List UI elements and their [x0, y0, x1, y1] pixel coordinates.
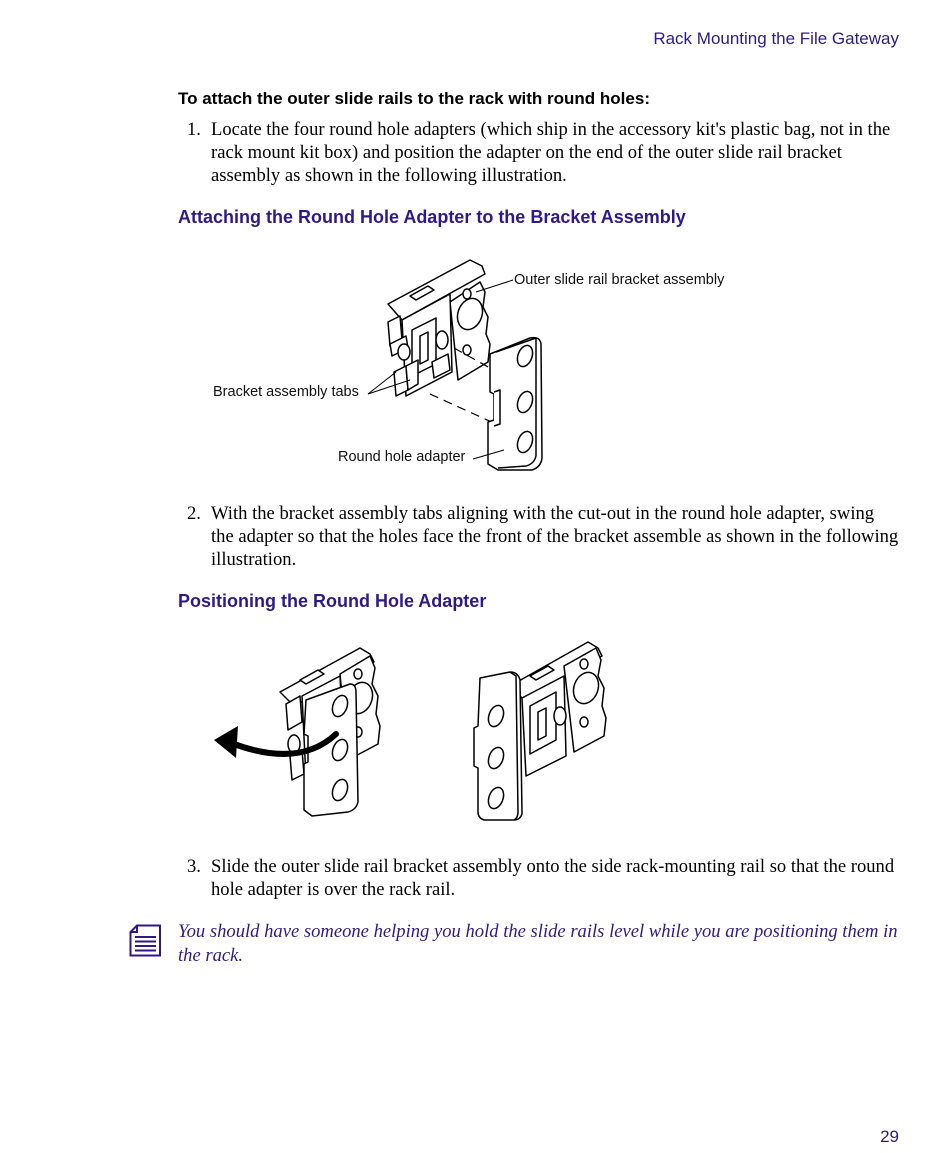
step-number: 1. [187, 119, 201, 140]
figure-2-title: Positioning the Round Hole Adapter [178, 591, 487, 611]
callout-outer-rail: Outer slide rail bracket assembly [514, 272, 725, 288]
callout-bracket-tabs: Bracket assembly tabs [213, 384, 359, 400]
step-number: 2. [187, 503, 201, 524]
step-3 [187, 855, 899, 901]
callout-round-hole-adapter: Round hole adapter [338, 449, 466, 465]
running-header: Rack Mounting the File Gateway [653, 29, 899, 48]
step-2 [187, 502, 899, 571]
note-text: You should have someone helping you hold the slide rails level while you are positioning them in the rack. [178, 921, 898, 966]
note-icon [129, 924, 162, 957]
step-1 [187, 118, 899, 187]
step-text: Locate the four round hole adapters (which ship in the accessory kit's plastic bag, not in the rack mount kit box) and position the adapter on the end of the outer slide rail bracket assembly as shown in the following illustration. [211, 119, 891, 186]
figure-2-positioned-illustration [470, 636, 610, 826]
step-text: With the bracket assembly tabs aligning with the cut-out in the round hole adapter, swing the adapter so that the holes face the front of the bracket assemble as shown in the following illustration. [211, 503, 899, 570]
figure-2-swing-illustration [210, 640, 390, 825]
page-number: 29 [880, 1127, 899, 1146]
step-text: Slide the outer slide rail bracket assembly onto the side rack-mounting rail so that the round hole adapter is over the rack rail. [211, 856, 895, 900]
procedure-title: To attach the outer slide rails to the rack with round holes: [178, 89, 650, 108]
step-number: 3. [187, 856, 201, 877]
figure-1-title: Attaching the Round Hole Adapter to the Bracket Assembly [178, 207, 686, 227]
